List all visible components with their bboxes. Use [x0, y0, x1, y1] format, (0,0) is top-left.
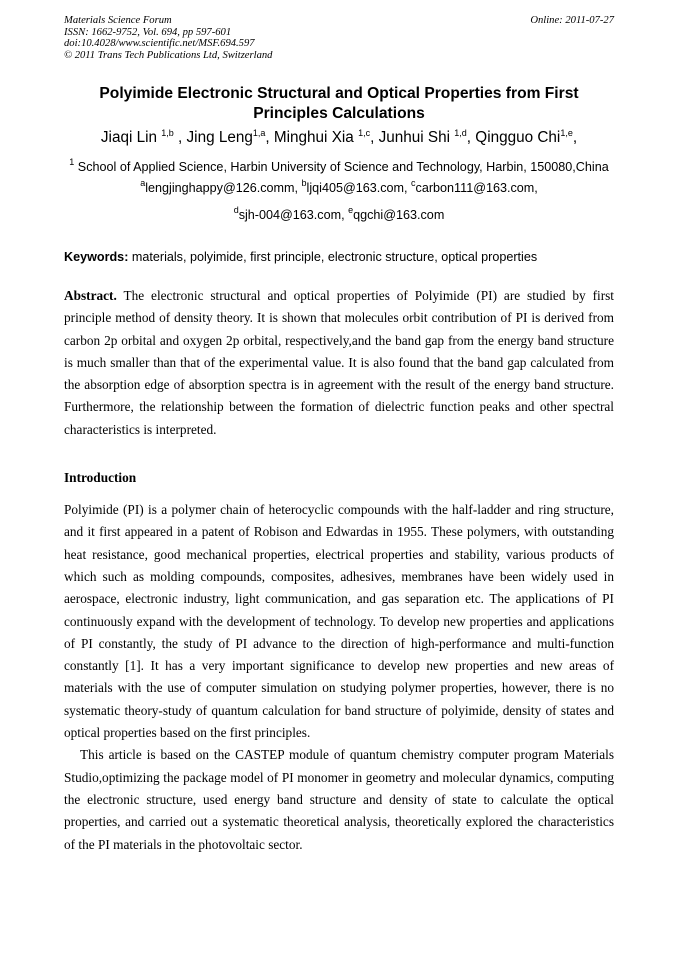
email: sjh-004@163.com,	[238, 208, 349, 222]
keywords-text: materials, polyimide, first principle, electronic structure, optical properties	[128, 250, 538, 264]
author-affiliation-mark: 1,e	[560, 128, 573, 138]
email: ljqi405@163.com,	[306, 181, 412, 195]
keywords-label: Keywords:	[64, 250, 129, 264]
email: carbon111@163.com,	[415, 181, 538, 195]
author-affiliation-mark: 1,d	[454, 128, 467, 138]
email-line	[64, 179, 614, 197]
email-line	[64, 206, 614, 224]
separator: ,	[173, 129, 187, 146]
intro-paragraph: Polyimide (PI) is a polymer chain of heterocyclic compounds with the half-ladder and ring structure, and it first appeared in a patent of Robison and Edwardas in 1955. These polymers, with outstanding heat resistance, good mechanical properties, electrical properties and stability, various products of which such as molding compounds, composites, adhesives, membranes have been widely used in aerospace, electronic industry, light communication, and gas separation etc. The applications of PI continuously expand with the development of technology. To develop new properties and applications of PI constantly, the study of PI advance to the direction of high-performance and multi-function constantly [1]. It has a very important significance to develop new properties and new areas of materials with the use of computer simulation on studying polymer properties, however, there is no systematic theory-study of quantum calculation for band structure of polyimide, density of states and optical properties based on the first principles.	[64, 502, 614, 741]
abstract-text: The electronic structural and optical properties of Polyimide (PI) are studied by first principle method of density theory. It is shown that molecules orbit contribution of PI is derived from carbon 2p orbital and oxygen 2p orbital, respectively,and the band gap from the energy band structure is much smaller than that of the experimental value. It is also found that the band gap calculated from the absorption edge of absorption spectra is in agreement with the result of the energy band structure. Furthermore, the relationship between the formation of dielectric function peaks and other spectral characteristics is interpreted.	[64, 288, 614, 437]
separator: ,	[265, 129, 274, 146]
intro-paragraph: This article is based on the CASTEP module of quantum chemistry computer program Materials Studio,optimizing the package model of PI monomer in geometry and molecular dynamics, computing the electronic structure, used energy band structure and density of state to calculate the optical properties, and carried out a systematic theoretical analysis, theoretically explored the characteristics of the PI materials in the photovoltaic sector.	[64, 747, 614, 852]
author-affiliation-mark: 1,b	[161, 128, 174, 138]
section-heading-introduction: Introduction	[64, 470, 137, 486]
author-name: Qingguo Chi	[475, 129, 561, 146]
author-list	[64, 127, 614, 149]
email-mark: b	[301, 178, 307, 188]
author-name: Minghui Xia	[273, 129, 359, 146]
abstract-label: Abstract.	[64, 288, 117, 303]
author	[101, 129, 187, 146]
email: qgchi@163.com	[353, 208, 445, 222]
journal-info	[64, 15, 272, 61]
author-affiliation-mark: 1,c	[358, 128, 371, 138]
affiliation-mark: 1	[69, 157, 75, 167]
separator: ,	[572, 129, 578, 146]
author-name: Junhui Shi	[378, 129, 455, 146]
doi: doi:10.4028/www.scientific.net/MSF.694.597	[64, 38, 255, 49]
author	[274, 129, 379, 146]
author	[187, 129, 274, 146]
journal-name: Materials Science Forum	[64, 15, 172, 26]
journal-header	[64, 15, 614, 61]
paper-title: Polyimide Electronic Structural and Optical Properties from First Principles Calculations	[99, 85, 579, 122]
email-mark: c	[411, 178, 416, 188]
affiliation-text: School of Applied Science, Harbin University of Science and Technology, Harbin, 150080,China	[74, 160, 609, 174]
abstract	[64, 285, 614, 441]
author-name: Jiaqi Lin	[100, 129, 162, 146]
email-mark: d	[233, 205, 239, 215]
email-mark: e	[348, 205, 354, 215]
separator: ,	[370, 129, 379, 146]
author-affiliation-mark: 1,a	[252, 128, 266, 138]
email: lengjinghappy@126.comm,	[145, 181, 302, 195]
author	[475, 129, 577, 146]
author-name: Jing Leng	[186, 129, 253, 146]
keywords	[64, 248, 614, 266]
author	[379, 129, 476, 146]
email-mark: a	[140, 178, 146, 188]
issn: ISSN: 1662-9752, Vol. 694, pp 597-601	[64, 26, 232, 38]
online-date: Online: 2011-07-27	[530, 15, 614, 26]
copyright: © 2011 Trans Tech Publications Ltd, Switzerland	[64, 49, 273, 61]
affiliation	[58, 158, 620, 176]
separator: ,	[466, 129, 476, 146]
